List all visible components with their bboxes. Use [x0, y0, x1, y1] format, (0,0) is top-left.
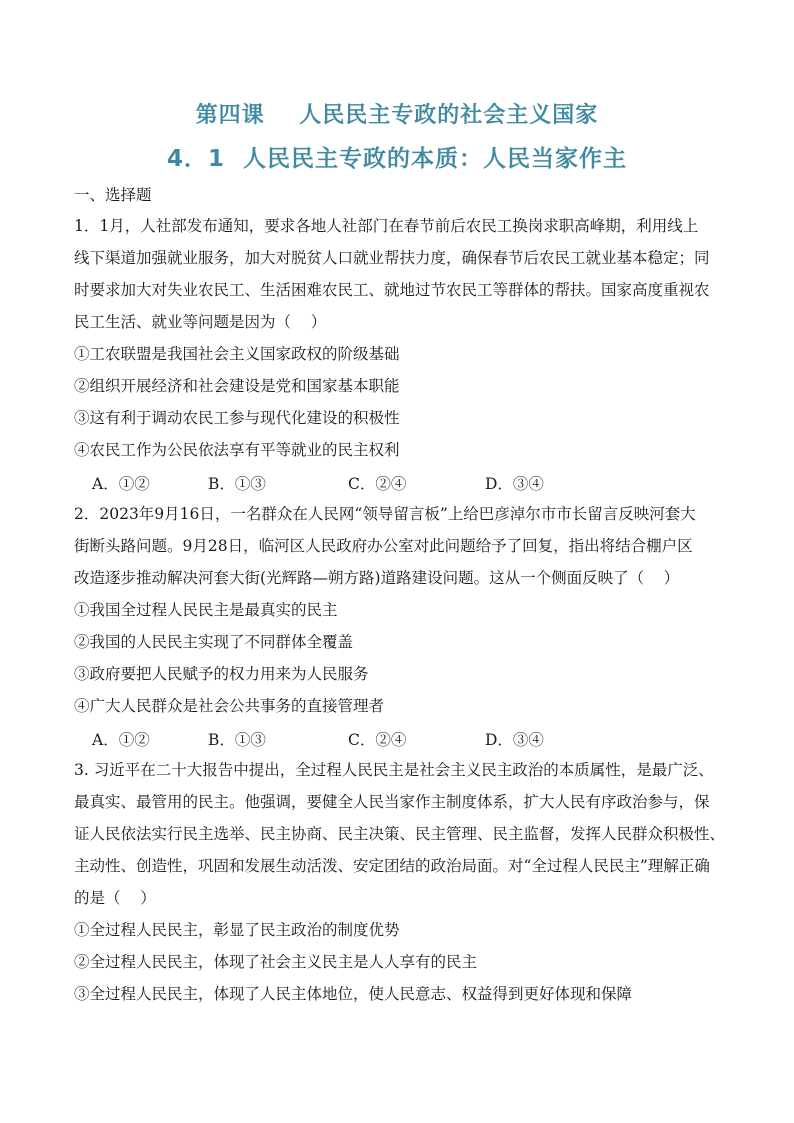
q1-option-b[interactable]: B．①③	[208, 475, 266, 493]
q1-option-d[interactable]: D．③④	[485, 475, 544, 493]
q2-item: ①我国全过程人民民主是最真实的民主	[74, 601, 338, 619]
q3-item: ②全过程人民民主，体现了社会主义民主是人人享有的民主	[74, 953, 478, 971]
q2-stem-line: 2．2023年9月16日，一名群众在人民网“领导留言板”上给巴彦淖尔市市长留言反映河套大	[74, 505, 696, 523]
q1-item: ①工农联盟是我国社会主义国家政权的阶级基础	[74, 345, 400, 363]
q3-stem-line: 证人民依法实行民主选举、民主协商、民主决策、民主管理、民主监督，发挥人民群众积极性、	[74, 825, 726, 843]
section-heading: 一、选择题	[74, 186, 152, 204]
q3-stem-line: 的是（ ）	[74, 889, 156, 907]
q1-item: ③这有利于调动农民工参与现代化建设的积极性	[74, 409, 400, 427]
q1-item: ②组织开展经济和社会建设是党和国家基本职能	[74, 377, 400, 395]
q1-stem-line: 1．1月，人社部发布通知，要求各地人社部门在春节前后农民工换岗求职高峰期，利用线上	[74, 217, 699, 235]
lesson-title: 第四课 人民民主专政的社会主义国家	[195, 103, 599, 128]
q1-stem-line: 时要求加大对失业农民工、生活困难农民工、就地过节农民工等群体的帮扶。国家高度重视农	[74, 281, 710, 299]
q2-option-c[interactable]: C．②④	[348, 731, 407, 749]
q3-stem-line: 3. 习近平在二十大报告中提出，全过程人民民主是社会主义民主政治的本质属性，是最广泛、	[74, 761, 714, 779]
q2-option-d[interactable]: D．③④	[485, 731, 544, 749]
section-title: 4．1 人民民主专政的本质：人民当家作主	[166, 146, 628, 172]
q2-stem-line: 街断头路问题。9月28日，临河区人民政府办公室对此问题给予了回复，指出将结合棚户区	[74, 537, 693, 555]
q2-options	[92, 728, 652, 748]
q3-stem-line: 主动性、创造性，巩固和发展生动活泼、安定团结的政治局面。对“全过程人民民主”理解正确	[74, 857, 710, 875]
q3-item: ①全过程人民民主，彰显了民主政治的制度优势	[74, 921, 400, 939]
q2-item: ④广大人民群众是社会公共事务的直接管理者	[74, 697, 385, 715]
q1-option-c[interactable]: C．②④	[348, 475, 407, 493]
q1-item: ④农民工作为公民依法享有平等就业的民主权利	[74, 441, 400, 459]
q3-stem-line: 最真实、最管用的民主。他强调，要健全人民当家作主制度体系，扩大人民有序政治参与，保	[74, 793, 710, 811]
q1-stem-line: 民工生活、就业等问题是因为（ ）	[74, 313, 327, 331]
q1-option-a[interactable]: A．①②	[92, 475, 150, 493]
q2-item: ②我国的人民民主实现了不同群体全覆盖	[74, 633, 354, 651]
q2-option-b[interactable]: B．①③	[208, 731, 266, 749]
q3-item: ③全过程人民民主，体现了人民主体地位，使人民意志、权益得到更好体现和保障	[74, 985, 633, 1003]
q2-item: ③政府要把人民赋予的权力用来为人民服务	[74, 665, 369, 683]
q1-stem-line: 线下渠道加强就业服务，加大对脱贫人口就业帮扶力度，确保春节后农民工就业基本稳定；同	[74, 249, 710, 267]
q2-option-a[interactable]: A．①②	[92, 731, 150, 749]
q2-stem-line: 改造逐步推动解决河套大街(光辉路—朔方路)道路建设问题。这从一个侧面反映了（ ）	[74, 569, 680, 587]
q1-options	[92, 472, 652, 492]
